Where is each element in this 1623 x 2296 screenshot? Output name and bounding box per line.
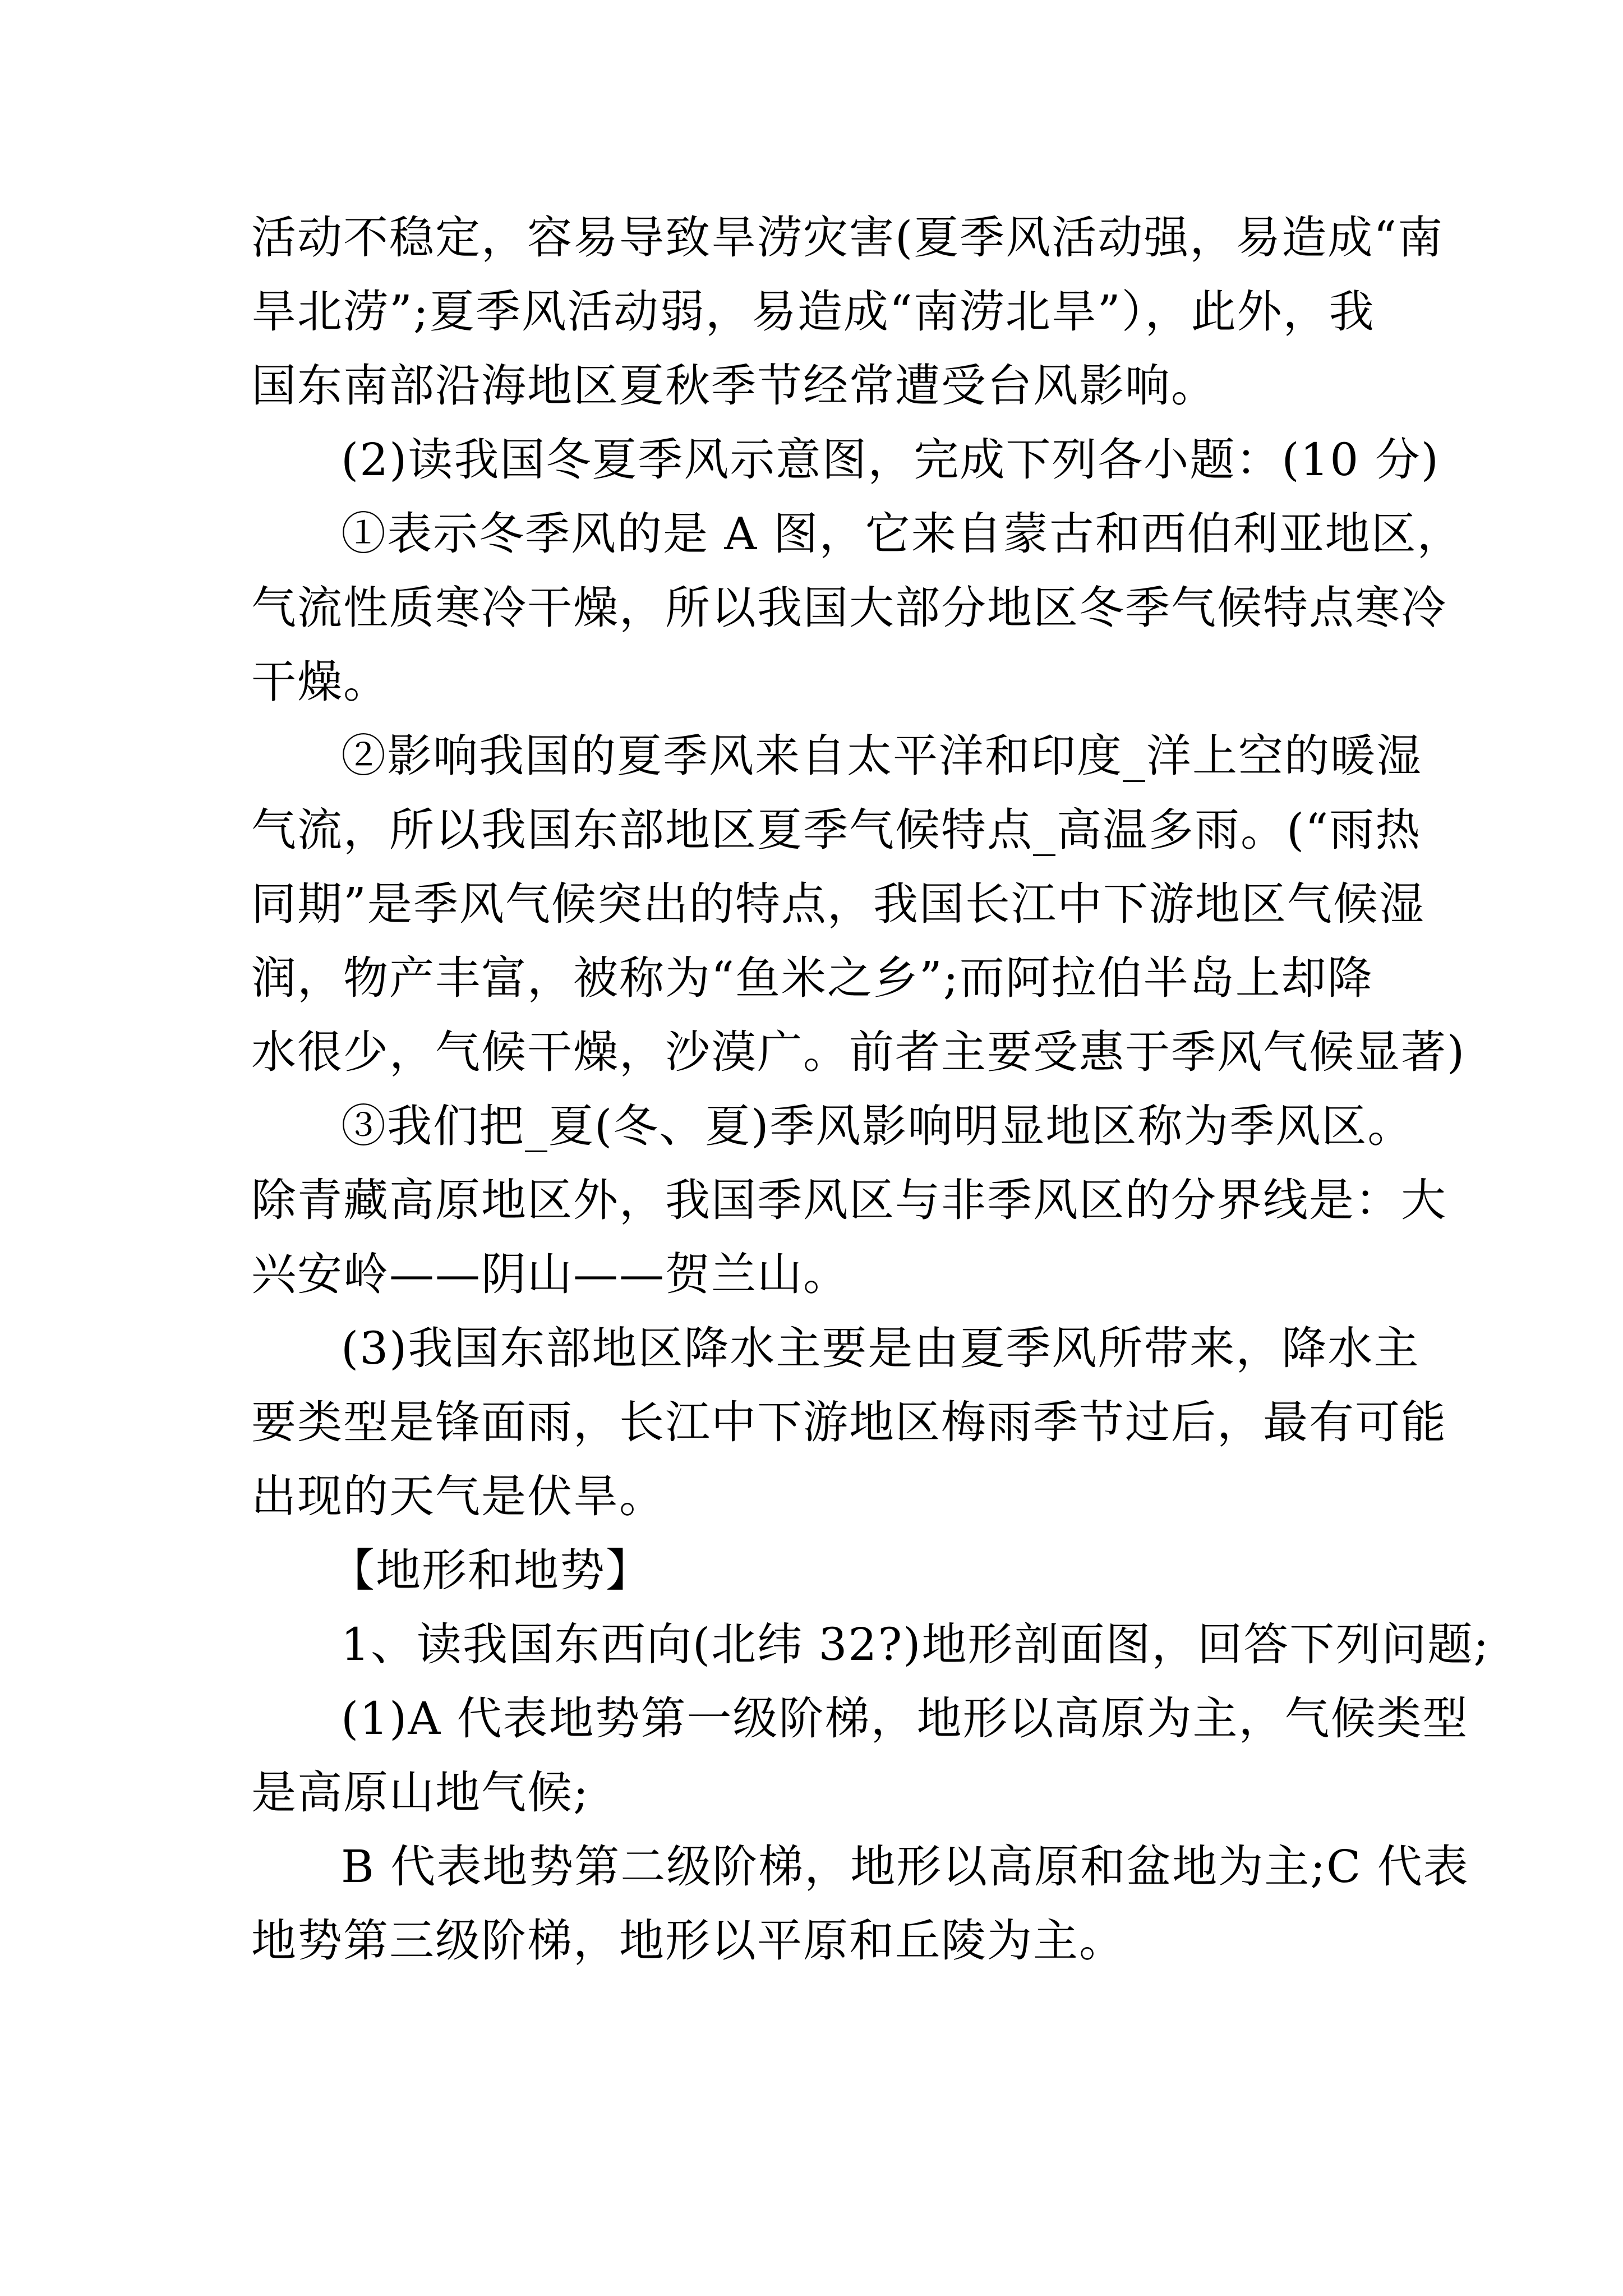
text-line: ③我们把_夏(冬、夏)季风影响明显地区称为季风区。 [341,1100,1414,1152]
text-line: ①表示冬季风的是 A 图，它来自蒙古和西伯利亚地区， [341,508,1463,560]
text-line: ②影响我国的夏季风来自太平洋和印度_洋上空的暖湿 [341,730,1422,782]
text-line: 同期”是季风气候突出的特点，我国长江中下游地区气候湿 [251,878,1425,930]
text-line: 国东南部沿海地区夏秋季节经常遭受台风影响。 [251,360,1217,412]
text-line: 活动不稳定，容易导致旱涝灾害(夏季风活动强，易造成“南 [251,211,1444,264]
text-line: 气流，所以我国东部地区夏季气候特点_高温多雨。(“雨热 [251,804,1422,856]
section-heading: 【地形和地势】 [330,1544,652,1596]
text-line: 兴安岭——阴山——贺兰山。 [251,1248,849,1300]
text-line: 润，物产丰富，被称为“鱼米之乡”;而阿拉伯半岛上却降 [251,952,1373,1004]
text-line: 气流性质寒冷干燥，所以我国大部分地区冬季气候特点寒冷 [251,582,1447,634]
text-line: 水很少，气候干燥，沙漠广。前者主要受惠于季风气候显著) [251,1026,1466,1078]
text-line: 出现的天气是伏旱。 [251,1470,665,1522]
text-line: 要类型是锋面雨，长江中下游地区梅雨季节过后，最有可能 [251,1396,1447,1448]
question-heading: 1、读我国东西向(北纬 32?)地形剖面图，回答下列问题; [341,1618,1490,1671]
text-line: 地势第三级阶梯，地形以平原和丘陵为主。 [251,1915,1125,1967]
text-line: (1)A 代表地势第一级阶梯，地形以高原为主，气候类型 [341,1692,1469,1745]
question-heading: (3)我国东部地区降水主要是由夏季风所带来，降水主 [341,1322,1420,1374]
text-line: 干燥。 [251,656,389,708]
question-heading: (2)读我国冬夏季风示意图，完成下列各小题：(10 分) [341,434,1440,486]
text-line: 是高原山地气候; [251,1766,589,1819]
text-line: 除青藏高原地区外，我国季风区与非季风区的分界线是：大 [251,1174,1447,1226]
document-page [251,201,1490,1978]
text-line: 旱北涝”;夏季风活动弱，易造成“南涝北旱”），此外，我 [251,286,1375,338]
text-line: B 代表地势第二级阶梯，地形以高原和盆地为主;C 代表 [341,1841,1469,1893]
